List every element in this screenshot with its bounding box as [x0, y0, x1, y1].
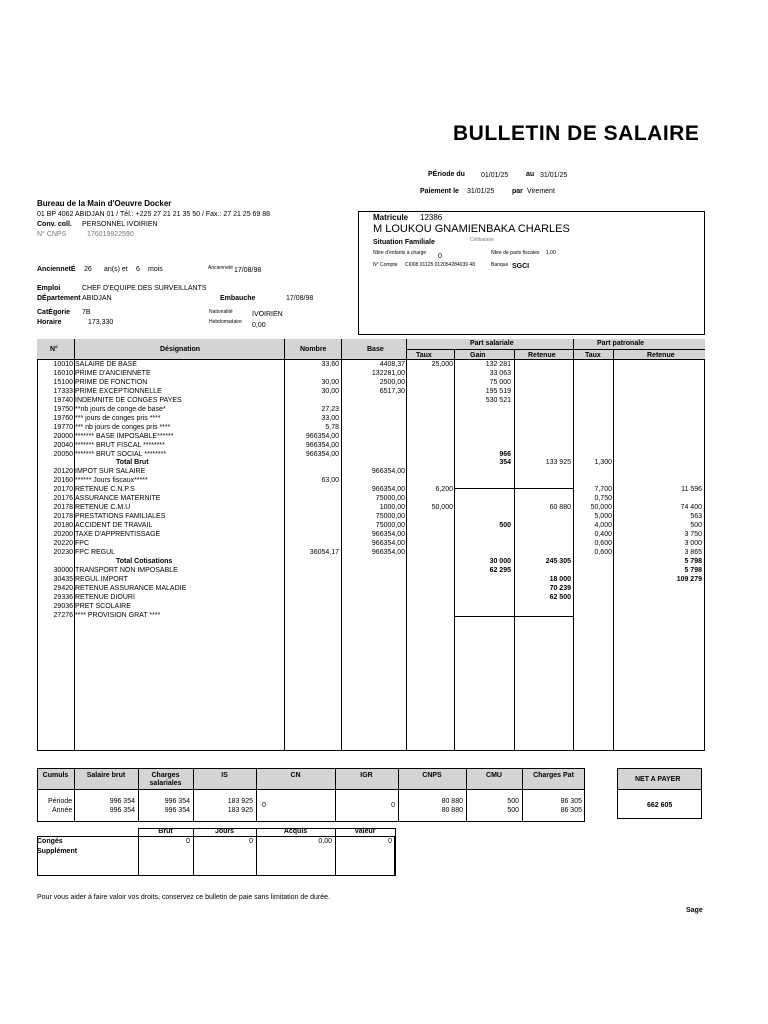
cumuls-header-cell: CN: [290, 772, 301, 779]
cat-label: CatÉgorie: [37, 309, 71, 316]
conges-value: 0,00: [318, 838, 332, 845]
payment-mode: Virement: [527, 188, 555, 195]
payment-by-label: par: [512, 188, 523, 195]
row-code: 30435: [53, 575, 73, 583]
payment-label: Paiement le: [420, 188, 459, 195]
row-taux-pat: 0,400: [594, 531, 612, 539]
row-label: **nb jours de conge de base*: [75, 405, 166, 413]
cumuls-year-value: 183 925: [227, 807, 253, 814]
supplement-label: Supplément: [37, 848, 78, 855]
hire-date: 17/08/98: [286, 295, 314, 302]
parts-value: 1,00: [546, 250, 556, 256]
row-code: 20050: [53, 450, 73, 458]
row-code: 16010: [53, 369, 73, 377]
seniority-months: 6: [136, 266, 140, 273]
row-base: 966354,00: [371, 548, 405, 556]
row-label: TRANSPORT NON IMPOSABLE: [75, 566, 178, 574]
period-label: PÉriode du: [428, 171, 465, 178]
emploi-value: CHEF D'EQUIPE DES SURVEILLANTS: [82, 285, 207, 292]
cumuls-period-value: 80 880: [441, 798, 463, 805]
row-retenue: 70 239: [549, 584, 571, 592]
seniority-unit: mois: [148, 266, 163, 273]
children-label: Nbre d'enfants à charge: [373, 250, 427, 256]
row-nombre: 33,60: [321, 361, 339, 368]
account-label: N° Compte: [373, 262, 398, 268]
row-code: 20000: [53, 432, 73, 440]
cumuls-header-cell: Charges Pat: [533, 772, 574, 779]
conges-header-cell: Jours: [214, 828, 235, 835]
seniority-label: AnciennetÉ: [37, 266, 76, 273]
row-label: ******* BRUT SOCIAL ********: [75, 450, 167, 458]
row-nombre: 27,23: [321, 405, 339, 413]
cumuls-period-value: 996 354: [109, 798, 135, 805]
nat-value: IVOIRIEN: [252, 311, 283, 318]
cumuls-header-cell: IGR: [360, 772, 373, 779]
cumuls-header-cell: CNPS: [422, 772, 442, 779]
row-code: 20180: [53, 522, 73, 530]
col-taux: Taux: [416, 352, 432, 359]
col-nombre: Nombre: [300, 346, 327, 353]
situation-label: Situation Familiale: [373, 239, 435, 246]
col-no: N°: [50, 346, 58, 353]
row-gain: 966: [499, 450, 511, 458]
col-retenue: Retenue: [528, 352, 556, 359]
anc-date: 17/08/98: [234, 267, 262, 274]
row-taux-pat: 0,600: [594, 540, 612, 547]
cumuls-year-value: 500: [507, 807, 519, 814]
row-base: 75000,00: [375, 513, 405, 521]
row-base: 1000,00: [379, 504, 405, 512]
row-label: PRESTATIONS FAMILIALES: [75, 513, 166, 521]
row-taux-pat: 0,750: [594, 495, 612, 503]
row-retenue-pat: 3 000: [684, 540, 702, 547]
row-code: 19760: [53, 414, 73, 422]
cumuls-year-value: 86 305: [560, 807, 582, 814]
row-nombre: 5,78: [325, 423, 339, 431]
row-nombre: 36054,17: [309, 548, 339, 556]
cnps-label: N° CNPS: [37, 231, 67, 238]
row-retenue: 18 000: [549, 575, 571, 583]
cnps-value: 176019922590: [87, 231, 134, 238]
row-retenue-pat: 563: [690, 513, 702, 521]
matricule-value: 12386: [420, 213, 443, 222]
row-code: 20230: [53, 548, 73, 556]
cumuls-year-value: 996 354: [164, 807, 190, 814]
period-to: 31/01/25: [540, 172, 568, 179]
conges-header-cell: Valeur: [354, 828, 376, 835]
row-gain: 354: [499, 459, 511, 467]
row-taux-pat: 50,000: [590, 504, 612, 512]
row-nombre: 966354,00: [305, 450, 339, 458]
row-total-label: Total Cotisations: [116, 557, 173, 565]
row-retenue-pat: 5 798: [684, 557, 702, 565]
row-code: 15100: [53, 378, 73, 386]
row-code: 19740: [53, 396, 73, 404]
row-code: 20160: [53, 477, 73, 485]
row-retenue-pat: 109 279: [676, 575, 702, 583]
row-retenue-pat: 74 400: [680, 504, 702, 512]
row-label: RETENUE DIOURI: [75, 593, 135, 601]
row-code: 29336: [53, 593, 73, 601]
cumuls-period-value: 183 925: [227, 798, 253, 805]
row-label: PRIME DE FONCTION: [75, 378, 148, 386]
conges-value: 0: [186, 838, 190, 845]
row-nombre: 33,00: [321, 414, 339, 422]
document-title: BULLETIN DE SALAIRE: [453, 122, 700, 145]
row-code: 20178: [53, 504, 73, 512]
employee-name: M LOUKOU GNAMIENBAKA CHARLES: [373, 223, 570, 235]
period-from: 01/01/25: [481, 172, 509, 179]
col-part-patronale: Part patronale: [597, 340, 645, 347]
row-gain: 500: [499, 522, 511, 530]
row-code: 27276: [53, 611, 73, 619]
row-label: INDEMNITE DE CONGES PAYES: [75, 396, 182, 404]
row-label: PRIME D'ANCIENNETE: [75, 369, 151, 377]
seniority-mid: an(s) et: [104, 266, 128, 273]
row-retenue: 62 500: [549, 593, 571, 601]
horaire-value: 173,330: [88, 319, 114, 326]
bank-label: Banque: [491, 262, 509, 268]
cumuls-header-cell: Charges salariales: [149, 772, 182, 787]
footer-brand: Sage: [686, 907, 703, 914]
row-retenue-pat: 11 596: [681, 486, 702, 494]
row-taux: 6,200: [435, 486, 453, 494]
row-base: 966354,00: [371, 468, 405, 476]
row-gain: 530 521: [485, 396, 511, 404]
row-label: IMPOT SUR SALAIRE: [75, 468, 146, 476]
hebdo-label: Hebdomadaire: [209, 319, 242, 325]
row-total-label: Total Brut: [116, 459, 149, 467]
row-gain: 195 519: [485, 387, 511, 395]
row-label: SALAIRE DE BASE: [75, 361, 137, 368]
row-label: PRET SCOLAIRE: [75, 602, 131, 610]
row-label: RETENUE C.N.P.S: [75, 486, 135, 494]
conges-value: 0: [388, 838, 392, 845]
row-label: *** jours de conges pris ****: [75, 414, 161, 422]
cumuls-header-cell: Cumuls: [42, 772, 69, 779]
row-label: FPC: [75, 540, 89, 547]
footer-note: Pour vous aider à faire valoir vos droits, conservez ce bulletin de paie sans limitation de durée.: [37, 894, 330, 901]
cumuls-period-value: 500: [507, 798, 519, 805]
col-designation: Désignation: [160, 346, 201, 353]
emploi-label: Emploi: [37, 285, 61, 292]
col-retenue-pat: Retenue: [647, 352, 675, 359]
cumuls-period-label: Période: [48, 798, 73, 805]
row-nombre: 966354,00: [305, 432, 339, 440]
row-label: ACCIDENT DE TRAVAIL: [75, 522, 153, 530]
cumuls-header-cell: CMU: [486, 772, 502, 779]
conv-value: PERSONNEL IVOIRIEN: [82, 221, 158, 228]
row-code: 29420: [53, 584, 73, 592]
row-retenue-pat: 500: [690, 522, 702, 530]
row-gain: 30 000: [489, 557, 511, 565]
row-label: *** nb jours de conges pris ****: [75, 423, 171, 431]
row-retenue: 60 880: [549, 504, 571, 512]
col-gain: Gain: [470, 352, 486, 359]
cumuls-header-cell: IS: [221, 772, 228, 779]
row-base: 132281,00: [371, 369, 405, 377]
row-code: 30000: [53, 566, 73, 574]
payment-date: 31/01/25: [467, 188, 495, 195]
employer-name: Bureau de la Main d'Oeuvre Docker: [37, 199, 172, 208]
row-base: 75000,00: [375, 522, 405, 530]
row-base: 966354,00: [371, 540, 405, 547]
row-retenue-pat: 3 865: [684, 548, 702, 556]
row-taux-pat: 0,600: [594, 548, 612, 556]
row-base: 2500,00: [379, 378, 405, 386]
row-base: 966354,00: [371, 486, 405, 494]
cumuls-period-value: 0: [262, 802, 266, 809]
net-label: NET A PAYER: [635, 776, 681, 783]
row-retenue-pat: 5 798: [684, 566, 702, 574]
col-base: Base: [367, 346, 384, 353]
row-retenue-pat: 3 750: [684, 531, 702, 539]
children-value: 0: [438, 253, 442, 260]
cat-value: 7B: [82, 309, 91, 316]
cumuls-period-value: 86 305: [560, 798, 582, 805]
account-value: CI008 01125 012054284039 48: [405, 262, 475, 268]
parts-label: Nbre de parts fiscales: [491, 250, 540, 256]
row-base: 966354,00: [371, 531, 405, 539]
col-part-salariale: Part salariale: [470, 340, 514, 347]
col-taux-pat: Taux: [585, 352, 601, 359]
period-to-label: au: [526, 171, 535, 178]
row-code: 20170: [53, 486, 73, 494]
row-base: 4408,37: [379, 361, 405, 368]
conges-header-cell: Acquis: [283, 828, 308, 835]
conv-label: Conv. coll.: [37, 221, 72, 228]
row-taux-pat: 7,700: [594, 486, 612, 494]
row-label: REGUL IMPORT: [75, 575, 128, 583]
row-taux-pat: 5,000: [594, 513, 612, 521]
dept-label: DÉpartement: [37, 295, 81, 302]
row-gain: 132 281: [485, 361, 511, 368]
row-code: 20040: [53, 441, 73, 449]
cumuls-year-label: Année: [52, 807, 73, 814]
anc-label: Ancienneté: [208, 265, 234, 271]
row-label: PRIME EXCEPTIONNELLE: [75, 387, 162, 395]
nat-label: Nationalité: [209, 309, 233, 315]
row-label: TAXE D'APPRENTISSAGE: [75, 531, 161, 539]
row-label: RETENUE C.M.U: [75, 504, 131, 512]
net-value: 662 605: [647, 802, 673, 809]
row-code: 19770: [53, 423, 73, 431]
hebdo-value: 0,00: [252, 322, 266, 329]
row-label: ASSURANCE MATERNITE: [75, 495, 161, 503]
row-label: **** PROVISION GRAT ****: [75, 611, 161, 619]
row-code: 20176: [53, 495, 73, 503]
conges-label: Congés: [37, 838, 63, 845]
row-retenue: 133 925: [545, 459, 571, 467]
row-gain: 62 295: [489, 566, 511, 574]
row-code: 17333: [53, 387, 73, 395]
horaire-label: Horaire: [37, 319, 62, 326]
row-taux: 50,000: [431, 504, 453, 512]
cumuls-year-value: 80 880: [441, 807, 463, 814]
row-code: 19750: [53, 405, 73, 413]
cumuls-period-value: 0: [391, 802, 395, 809]
conges-header-cell: Brut: [158, 828, 173, 835]
row-base: 75000,00: [375, 495, 405, 503]
row-retenue: 245 305: [545, 557, 571, 565]
conges-value: 0: [249, 838, 253, 845]
row-gain: 33 063: [489, 369, 511, 377]
row-nombre: 30,00: [321, 387, 339, 395]
row-code: 20178: [53, 513, 73, 521]
row-code: 20220: [53, 540, 73, 547]
row-base: 6517,30: [379, 387, 405, 395]
row-gain: 75 000: [489, 378, 511, 386]
row-code: 20120: [53, 468, 73, 476]
row-taux: 25,000: [431, 361, 453, 368]
row-label: ****** Jours fiscaux*****: [75, 477, 148, 485]
situation-value: Célibataire: [470, 237, 494, 243]
row-nombre: 63,00: [321, 477, 339, 485]
row-taux-pat: 1,300: [594, 459, 612, 467]
row-label: FPC REGUL: [75, 548, 116, 556]
row-nombre: 30,00: [321, 378, 339, 386]
seniority-years: 26: [84, 266, 92, 273]
row-nombre: 966354,00: [305, 441, 339, 449]
cumuls-year-value: 996 354: [109, 807, 135, 814]
matricule-label: Matricule: [373, 213, 409, 222]
employer-address: 01 BP 4062 ABIDJAN 01 / Tél.: +225 27 21 21 35 50 / Fax.: 27 21 25 69 88: [37, 211, 271, 218]
row-code: 10010: [53, 361, 73, 368]
row-code: 29036: [53, 602, 73, 610]
dept-value: ABIDJAN: [82, 295, 112, 302]
row-label: RETENUE ASSURANCE MALADIE: [75, 584, 187, 592]
bank-value: SGCI: [512, 263, 530, 270]
row-label: ******* BASE IMPOSABLE******: [75, 432, 174, 440]
row-taux-pat: 4,000: [594, 522, 612, 530]
row-label: ******* BRUT FISCAL ********: [75, 441, 165, 449]
cumuls-header-cell: Salaire brut: [86, 772, 126, 779]
cumuls-period-value: 996 354: [164, 798, 190, 805]
row-code: 20200: [53, 531, 73, 539]
hire-label: Embauche: [220, 295, 256, 302]
